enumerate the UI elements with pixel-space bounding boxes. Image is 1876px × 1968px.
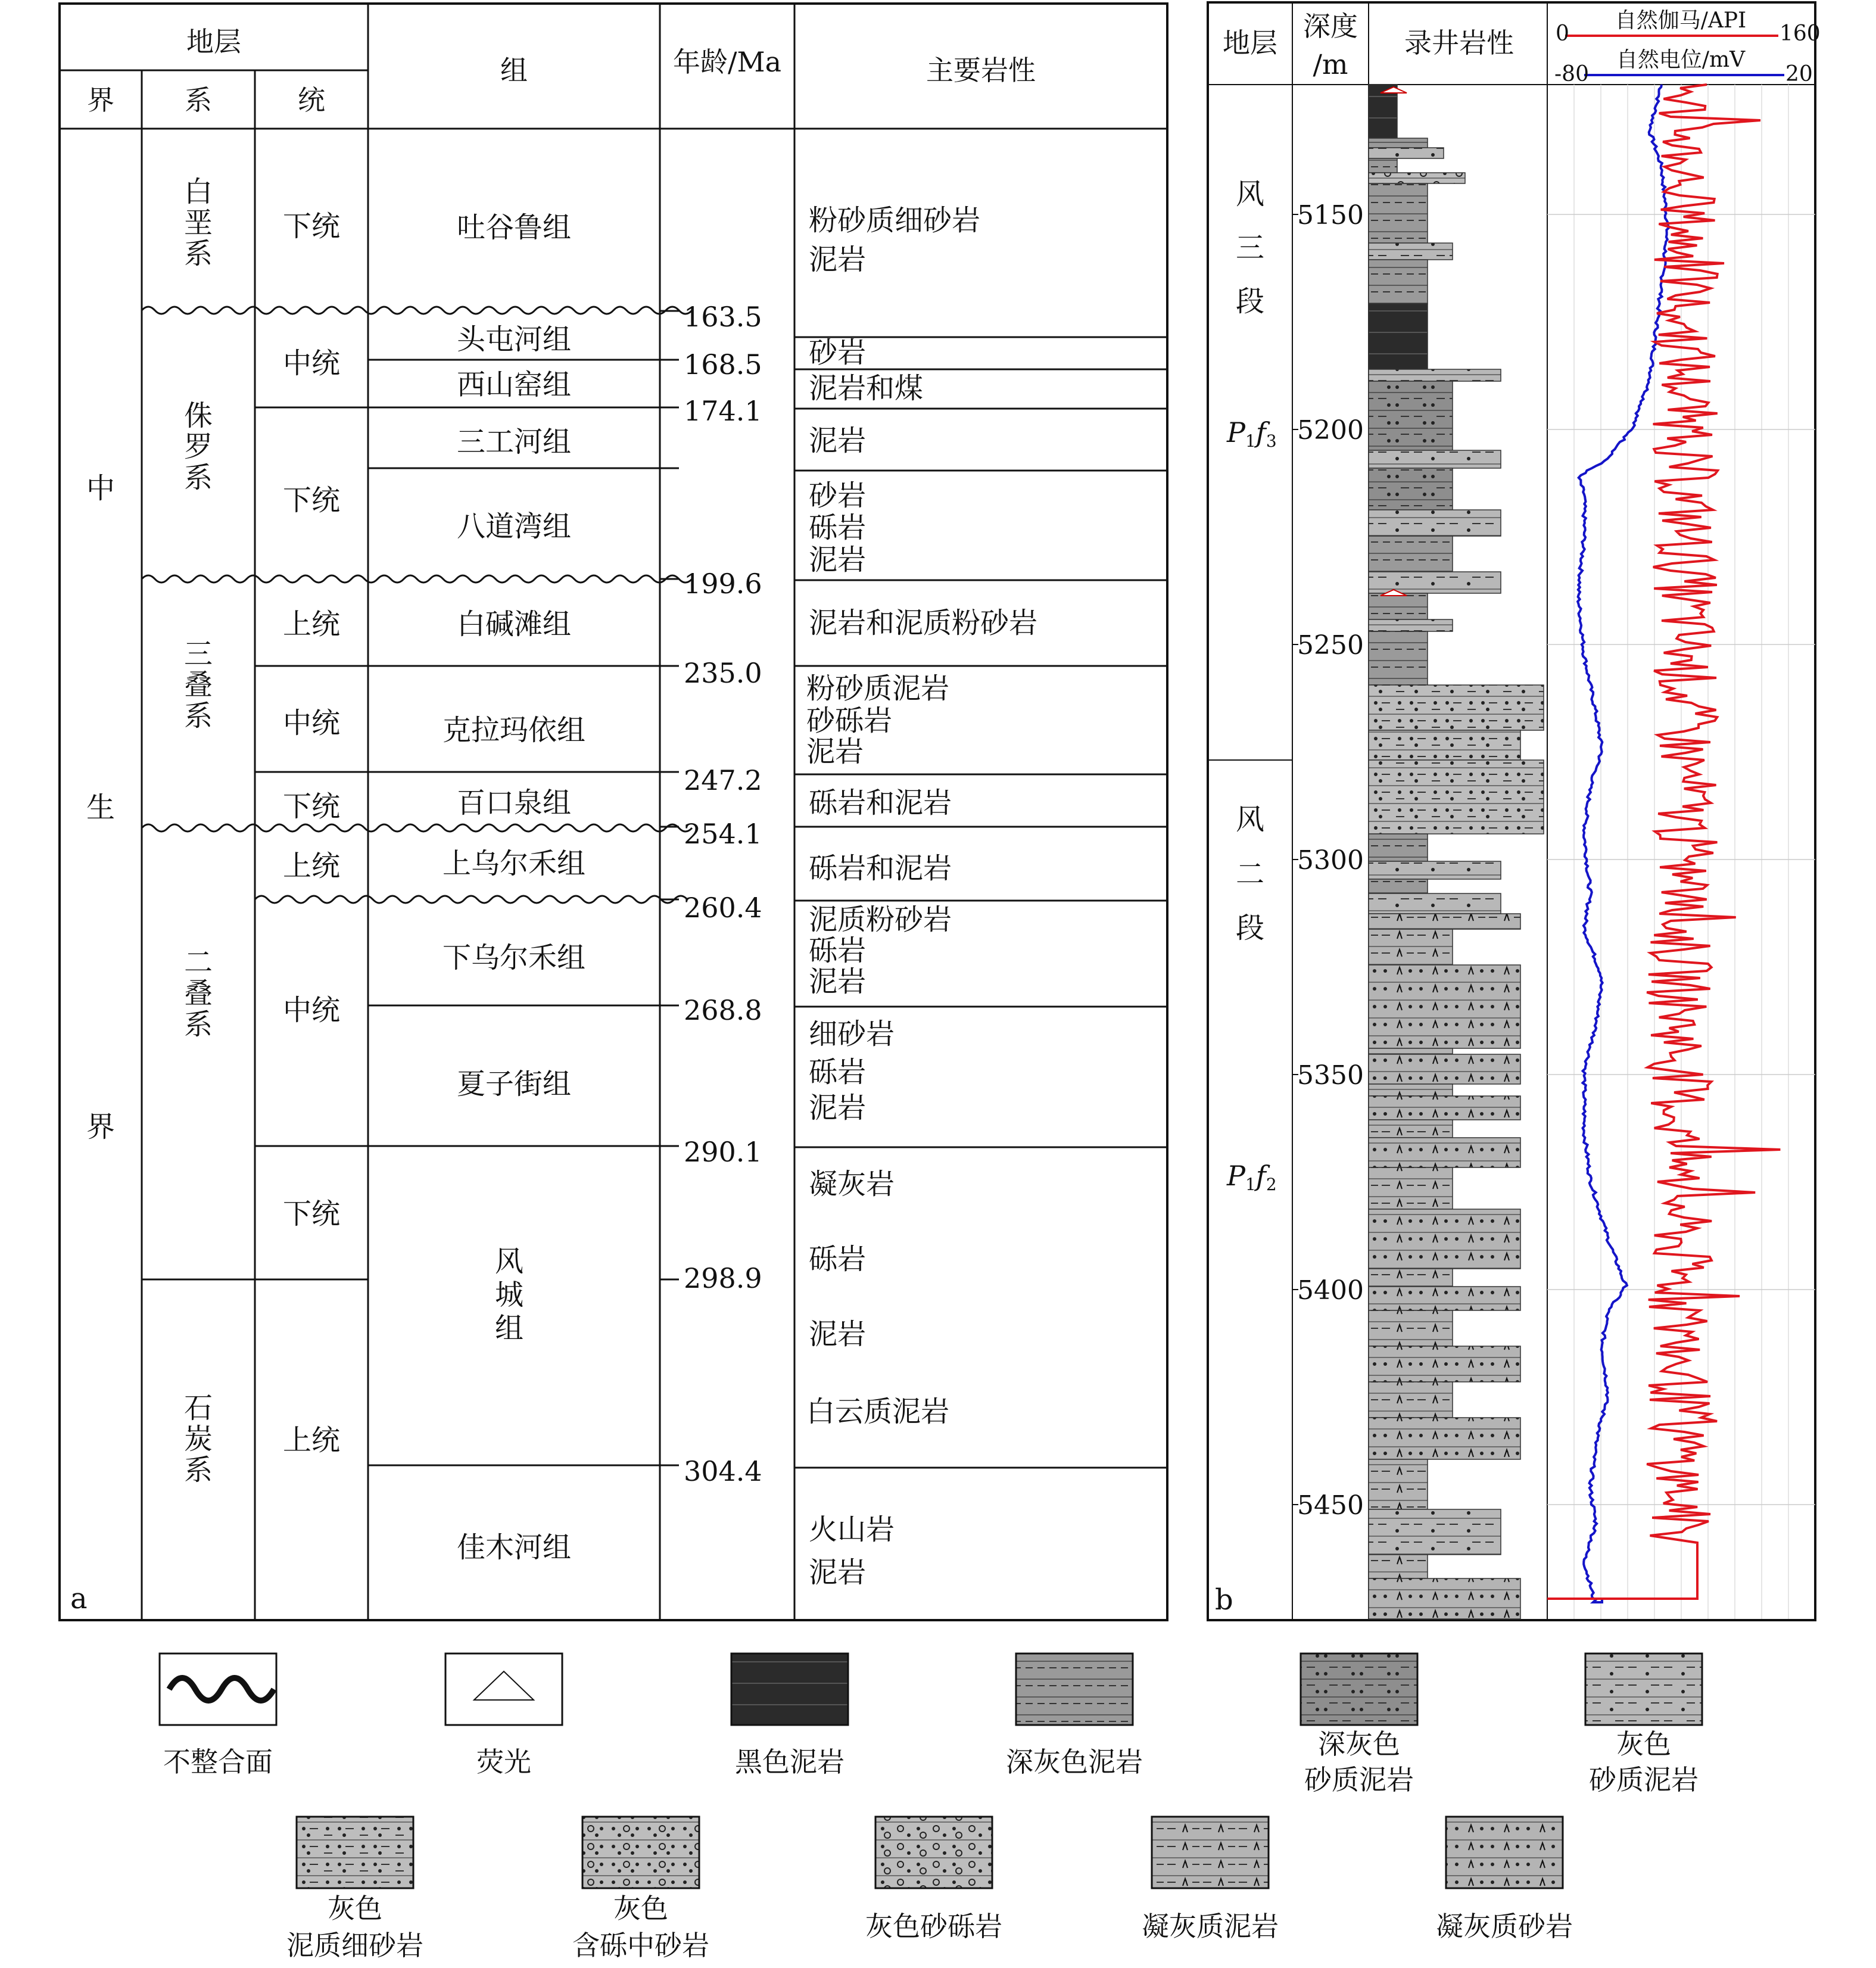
lithology-bed [1369, 1578, 1520, 1619]
formation-toutunhe: 头屯河组 [456, 323, 572, 356]
lithology-bed [1369, 730, 1520, 760]
svg-text:叠: 叠 [183, 668, 213, 702]
legend-item-dark-gray-mudstone [1006, 1654, 1143, 1778]
gray-sandy-mudstone-icon [1585, 1654, 1702, 1725]
sp-max: 20 [1785, 62, 1813, 86]
svg-text:城: 城 [494, 1278, 524, 1312]
depth-tick: 5150 [1297, 200, 1364, 231]
era-char-2: 生 [86, 791, 116, 824]
header-age: 年龄/Ma [672, 46, 782, 78]
lithology-karamay [806, 672, 949, 768]
lithology-bed [1369, 572, 1501, 593]
lithology-bed [1369, 173, 1465, 183]
svg-text:火山岩: 火山岩 [809, 1513, 895, 1546]
svg-text:深灰色: 深灰色 [1318, 1728, 1400, 1760]
age-label: 247.2 [684, 764, 762, 796]
lithology-bed [1369, 468, 1453, 510]
gamma-ray-max: 160 [1780, 21, 1821, 46]
dark-gray-mudstone-icon [1016, 1654, 1133, 1725]
svg-text:白云质泥岩: 白云质泥岩 [806, 1395, 950, 1428]
series-jurassic-lower: 下统 [282, 484, 341, 517]
unconformity-163-5 [142, 307, 692, 314]
svg-text:风: 风 [1235, 803, 1265, 836]
lithology-bed [1369, 536, 1453, 572]
age-label: 268.8 [684, 994, 762, 1026]
age-label: 168.5 [684, 348, 762, 381]
log-header-depth-unit: /m [1313, 48, 1348, 80]
lithology-bed [1369, 138, 1428, 148]
lithology-baikouquan: 砾岩和泥岩 [809, 786, 952, 820]
svg-text:二: 二 [183, 946, 213, 979]
lithology-bed [1369, 1346, 1520, 1382]
lithology-bed [1369, 450, 1501, 468]
lithology-bed [1369, 861, 1501, 879]
svg-text:系: 系 [183, 237, 213, 270]
age-label: 163.5 [684, 301, 762, 333]
lithology-bed [1369, 893, 1501, 914]
formation-xishanyao: 西山窑组 [456, 368, 572, 401]
formation-baikouquan: 百口泉组 [456, 786, 572, 820]
series-jurassic-middle: 中统 [282, 347, 341, 380]
lithology-tugulu [809, 204, 980, 276]
svg-text:砾岩: 砾岩 [809, 1055, 867, 1089]
black-mudstone-icon [731, 1654, 848, 1725]
formation-xiazijie: 夏子街组 [456, 1067, 572, 1101]
header-main-lithology: 主要岩性 [926, 54, 1036, 86]
svg-text:段: 段 [1235, 285, 1265, 318]
lithology-lower-urho [809, 903, 952, 998]
depth-axis [1292, 200, 1364, 1521]
header-strata: 地层 [186, 26, 241, 58]
lithology-bed [1369, 834, 1428, 861]
age-label: 199.6 [684, 568, 762, 600]
header-formation: 组 [500, 54, 528, 86]
gamma-ray-min: 0 [1556, 21, 1569, 46]
svg-text:灰色: 灰色 [328, 1892, 382, 1925]
lithology-bed [1369, 593, 1428, 619]
svg-text:系: 系 [183, 699, 213, 733]
lithology-bed [1369, 1138, 1520, 1167]
formation-jiamuhe: 佳木河组 [456, 1531, 572, 1564]
depth-tick: 5200 [1297, 415, 1364, 446]
lithology-bed [1369, 965, 1520, 1048]
svg-text:砂砾岩: 砂砾岩 [806, 704, 893, 737]
svg-text:凝灰质砂岩: 凝灰质砂岩 [1436, 1910, 1573, 1942]
svg-text:砂岩: 砂岩 [809, 479, 867, 512]
lithology-bed [1369, 1459, 1428, 1509]
svg-text:系: 系 [183, 1008, 213, 1041]
header-erathem: 界 [87, 84, 114, 116]
svg-text:泥质细砂岩: 泥质细砂岩 [286, 1929, 423, 1961]
legend-item-fluorescence [445, 1654, 562, 1778]
svg-text:系: 系 [183, 461, 213, 494]
svg-text:荧光: 荧光 [476, 1746, 531, 1778]
lithology-bed [1369, 381, 1453, 450]
stratigraphic-column-panel-a [60, 4, 1167, 1620]
svg-text:黑色泥岩: 黑色泥岩 [735, 1746, 844, 1778]
legend-item-dark-gray-sandy-mudstone [1301, 1654, 1417, 1796]
age-label: 298.9 [684, 1262, 762, 1294]
lithology-bed [1369, 1054, 1520, 1084]
legend-item-tuffaceous-mudstone [1142, 1817, 1279, 1942]
lithology-bed [1369, 158, 1397, 173]
svg-text:粉砂质泥岩: 粉砂质泥岩 [806, 672, 950, 705]
svg-text:深灰色泥岩: 深灰色泥岩 [1006, 1746, 1143, 1778]
svg-text:侏: 侏 [183, 399, 213, 432]
svg-text:风: 风 [1235, 178, 1265, 211]
svg-text:白: 白 [183, 175, 213, 208]
lithology-bed [1369, 148, 1444, 158]
svg-text:泥质粉砂岩: 泥质粉砂岩 [809, 903, 952, 936]
lithology-bed [1369, 1048, 1453, 1054]
legend-item-tuffaceous-sandstone [1436, 1817, 1573, 1942]
svg-text:风: 风 [494, 1245, 524, 1278]
series-permian-lower: 下统 [282, 1197, 341, 1231]
svg-text:灰色: 灰色 [1616, 1728, 1671, 1760]
lithology-bed [1369, 1084, 1453, 1096]
log-header-strata: 地层 [1223, 27, 1277, 59]
svg-text:三: 三 [1235, 231, 1265, 264]
dark-gray-sandy-mudstone-icon [1301, 1654, 1417, 1725]
svg-text:组: 组 [494, 1312, 524, 1345]
legend [160, 1654, 1702, 1961]
svg-text:段: 段 [1235, 911, 1265, 945]
svg-text:灰色: 灰色 [613, 1892, 668, 1925]
lithology-bed [1369, 369, 1501, 381]
series-cretaceous-lower: 下统 [282, 210, 341, 243]
lithology-bed [1369, 1120, 1453, 1138]
system-carboniferous [184, 1391, 213, 1487]
age-label: 254.1 [684, 818, 762, 850]
age-label: 260.4 [684, 892, 762, 924]
lithology-log-column [1369, 85, 1544, 1619]
svg-text:砂质泥岩: 砂质泥岩 [1589, 1764, 1699, 1796]
lithology-upper-urho: 砾岩和泥岩 [809, 852, 952, 885]
svg-text:泥岩: 泥岩 [809, 965, 867, 998]
sp-min: -80 [1554, 62, 1589, 86]
panel-a-label: a [70, 1582, 88, 1615]
lithology-bed [1369, 243, 1453, 260]
svg-text:砾岩: 砾岩 [809, 934, 867, 967]
lithology-bed [1369, 1509, 1501, 1555]
lithology-jiamuhe [809, 1513, 895, 1589]
lithology-bed [1369, 1167, 1453, 1209]
well-log-panel-b [1208, 2, 1821, 1620]
era-char-3: 界 [86, 1110, 116, 1144]
svg-text:石: 石 [183, 1391, 213, 1425]
formation-upper-urho: 上乌尔禾组 [442, 847, 586, 880]
system-cretaceous [184, 175, 213, 270]
lithology-bed [1369, 1418, 1520, 1459]
unconformity-260-4 [255, 896, 687, 903]
series-carboniferous-upper: 上统 [282, 1424, 341, 1457]
unit-feng-3 [1236, 178, 1264, 318]
formation-lower-urho: 下乌尔禾组 [442, 941, 586, 974]
unit-code-p1f2: P1f2 [1227, 1160, 1277, 1194]
lithology-bed [1369, 183, 1428, 243]
header-series: 统 [298, 84, 325, 116]
series-permian-middle: 中统 [282, 994, 341, 1027]
legend-item-black-mudstone [731, 1654, 848, 1778]
depth-tick: 5450 [1297, 1490, 1364, 1521]
age-label: 304.4 [684, 1455, 762, 1487]
tuffaceous-sandstone-icon [1446, 1817, 1563, 1888]
lithology-bed [1369, 1209, 1520, 1269]
tuffaceous-mudstone-icon [1152, 1817, 1269, 1888]
formation-badaowan: 八道湾组 [456, 510, 572, 543]
svg-text:凝灰岩: 凝灰岩 [809, 1167, 895, 1201]
lithology-bed [1369, 260, 1428, 304]
svg-text:泥岩: 泥岩 [809, 543, 867, 577]
series-triassic-lower: 下统 [282, 790, 341, 823]
lithology-bed [1369, 1555, 1428, 1578]
lithology-bed [1369, 1096, 1520, 1120]
legend-item-gray-argillaceous-fine-sandstone [286, 1817, 423, 1961]
log-header-depth: 深度 [1303, 10, 1358, 42]
sp-label: 自然电位/mV [1616, 48, 1746, 72]
panel-b-label: b [1215, 1583, 1233, 1617]
lithology-bed [1369, 760, 1544, 834]
age-label: 174.1 [684, 395, 762, 427]
sp-curve [1547, 85, 1669, 1602]
lithology-xishanyao: 泥岩和煤 [809, 372, 924, 405]
system-permian [184, 946, 213, 1041]
lithology-bed [1369, 1382, 1453, 1418]
svg-text:砾岩: 砾岩 [809, 511, 867, 544]
svg-text:不整合面: 不整合面 [163, 1746, 273, 1778]
svg-text:炭: 炭 [183, 1422, 213, 1456]
svg-text:砂质泥岩: 砂质泥岩 [1304, 1764, 1414, 1796]
lithology-bed [1369, 685, 1544, 730]
age-label: 290.1 [684, 1136, 762, 1168]
lithology-toutunhe: 砂岩 [809, 336, 867, 369]
svg-text:灰色砂砾岩: 灰色砂砾岩 [865, 1910, 1002, 1942]
curve-track-grid [1547, 85, 1815, 1619]
svg-text:泥岩: 泥岩 [809, 1318, 867, 1351]
formation-karamay: 克拉玛依组 [442, 714, 586, 747]
depth-tick: 5250 [1297, 630, 1364, 661]
unconformity-199-6 [142, 575, 692, 583]
lithology-bed [1369, 619, 1453, 631]
gray-glutenite-icon [875, 1817, 992, 1888]
svg-text:泥岩: 泥岩 [806, 735, 864, 768]
lithology-bed [1369, 879, 1428, 893]
svg-text:垩: 垩 [183, 206, 213, 239]
svg-text:凝灰质泥岩: 凝灰质泥岩 [1142, 1910, 1279, 1942]
depth-tick: 5400 [1297, 1275, 1364, 1306]
lithology-bed [1369, 914, 1520, 929]
lithology-bed [1369, 304, 1428, 369]
panel-a-frame [60, 4, 1167, 1620]
svg-text:泥岩: 泥岩 [809, 243, 867, 276]
lithology-fengcheng [806, 1167, 949, 1428]
depth-tick: 5300 [1297, 845, 1364, 876]
system-jurassic [184, 399, 213, 494]
legend-item-gray-sandy-mudstone [1585, 1654, 1702, 1796]
system-triassic [184, 637, 213, 733]
lithology-bed [1369, 631, 1428, 685]
series-triassic-middle: 中统 [282, 706, 341, 740]
lithology-bed [1369, 1287, 1520, 1310]
lithology-badaowan [809, 479, 866, 577]
formation-fengcheng [495, 1245, 523, 1345]
svg-text:含砾中砂岩: 含砾中砂岩 [572, 1929, 709, 1961]
legend-item-unconformity [160, 1654, 276, 1778]
lithology-xiazijie [809, 1017, 895, 1125]
unit-feng-2 [1236, 803, 1264, 945]
era-char-1: 中 [86, 472, 116, 505]
legend-item-gray-pebbly-medium-sandstone [572, 1817, 709, 1961]
formation-tugulu: 吐谷鲁组 [456, 211, 572, 244]
svg-text:粉砂质细砂岩: 粉砂质细砂岩 [809, 204, 981, 237]
age-label: 235.0 [684, 657, 762, 689]
svg-text:砾岩: 砾岩 [809, 1243, 867, 1276]
lithology-baijiantan: 泥岩和泥质粉砂岩 [809, 606, 1038, 640]
svg-text:罗: 罗 [183, 430, 213, 463]
lithology-sangonghe: 泥岩 [809, 424, 867, 457]
gray-pebbly-medium-sandstone-icon [582, 1817, 699, 1888]
svg-text:细砂岩: 细砂岩 [809, 1017, 895, 1051]
lithology-bed [1369, 929, 1453, 965]
gamma-ray-curve [1547, 85, 1780, 1599]
series-permian-upper: 上统 [282, 849, 341, 883]
legend-item-gray-glutenite [865, 1817, 1002, 1942]
gamma-ray-label: 自然伽马/API [1615, 8, 1747, 33]
svg-text:泥岩: 泥岩 [809, 1556, 867, 1589]
lithology-bed [1369, 510, 1501, 536]
log-header-lithology: 录井岩性 [1404, 27, 1514, 59]
gray-argillaceous-fine-sandstone-icon [297, 1817, 413, 1888]
lithology-bed [1369, 1269, 1453, 1287]
svg-text:二: 二 [1235, 858, 1265, 891]
lithology-bed [1369, 1310, 1453, 1346]
series-triassic-upper: 上统 [282, 608, 341, 641]
formation-sangonghe: 三工河组 [456, 425, 572, 459]
unit-code-p1f3: P1f3 [1227, 416, 1277, 451]
unconformity-254-1 [142, 824, 692, 832]
header-system: 系 [185, 84, 212, 116]
svg-text:泥岩: 泥岩 [809, 1091, 867, 1125]
depth-tick: 5350 [1297, 1060, 1364, 1091]
svg-text:三: 三 [183, 637, 213, 671]
svg-text:叠: 叠 [183, 977, 213, 1010]
svg-text:系: 系 [183, 1453, 213, 1487]
formation-baijiantan: 白碱滩组 [456, 608, 572, 641]
